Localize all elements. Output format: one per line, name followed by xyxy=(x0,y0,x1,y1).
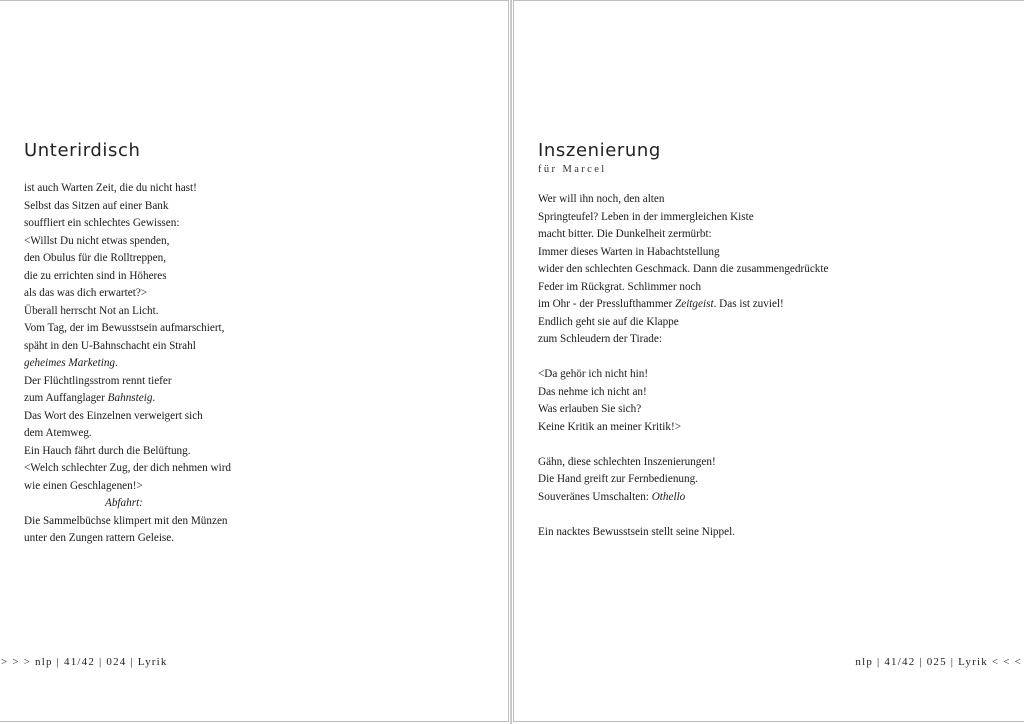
poem-line xyxy=(538,454,828,472)
page-footer: nlp | 41/42 | 025 | Lyrik < < < xyxy=(855,656,1022,668)
poem-line-text: Ein Hauch fährt durch die Belüftung. xyxy=(24,444,191,457)
book-gutter xyxy=(510,0,512,724)
poem-line xyxy=(24,338,231,356)
poem-line xyxy=(538,296,828,314)
poem-line-text: den Obulus für die Rolltreppen, xyxy=(24,252,166,264)
poem-line-text: Feder im Rückgrat. Schlimmer noch xyxy=(538,280,702,293)
poem-line xyxy=(24,478,231,496)
poem-line xyxy=(24,355,231,373)
poem-line xyxy=(538,419,828,437)
poem-line xyxy=(538,506,828,524)
poem-line xyxy=(538,279,828,297)
poem-body xyxy=(538,191,828,541)
poem-line-text: Souveränes Umschalten: xyxy=(538,490,652,503)
poem-line-text: Immer dieses Warten in Habachtstellung xyxy=(538,245,720,258)
poem-line-text: . xyxy=(152,392,156,404)
poem-line-text: Gähn, diese schlechten Inszenierungen! xyxy=(538,455,716,468)
poem-line xyxy=(538,226,828,244)
poem-line xyxy=(24,180,231,198)
poem-line xyxy=(538,366,828,384)
poem-line-text: wider den schlechten Geschmack. Dann die zusammengedrückte xyxy=(538,263,829,275)
poem-line xyxy=(24,373,231,391)
poem-line-text: wie einen Geschlagenen!> xyxy=(24,479,143,492)
left-page xyxy=(0,0,509,722)
poem-line-text: Springteufel? Leben in der immergleichen Kiste xyxy=(538,210,754,223)
poem-line-text: Keine Kritik an meiner Kritik!> xyxy=(538,420,682,433)
poem-line xyxy=(24,530,231,548)
poem-line-text: als das was dich erwartet?> xyxy=(24,287,148,299)
poem-line xyxy=(538,349,828,367)
poem-line-italic: Othello xyxy=(651,490,686,503)
poem-line xyxy=(24,303,231,321)
poem-line xyxy=(538,384,828,402)
poem-line-text: <Welch schlechter Zug, der dich nehmen wird xyxy=(24,462,232,474)
poem-title: Inszenierung xyxy=(538,140,661,161)
poem-line-italic: Zeitgeist xyxy=(675,298,714,310)
poem-line-text: Endlich geht sie auf die Klappe xyxy=(538,315,679,328)
poem-line-text: <Willst Du nicht etwas spenden, xyxy=(24,234,170,247)
poem-line-text: Überall herrscht Not an Licht. xyxy=(24,304,159,317)
poem-line xyxy=(24,408,231,426)
poem-line-text: Das nehme ich nicht an! xyxy=(538,385,647,398)
poem-line-text: ist auch Warten Zeit, die du nicht hast! xyxy=(24,182,197,194)
poem-line-text: Der Flüchtlingsstrom rennt tiefer xyxy=(24,374,172,387)
poem-line-text: dem Atemweg. xyxy=(24,427,92,439)
poem-line xyxy=(24,250,231,268)
poem-line xyxy=(24,460,231,478)
poem-line xyxy=(538,261,828,279)
poem-line-text: Wer will ihn noch, den alten xyxy=(538,193,665,205)
poem-line xyxy=(24,198,231,216)
poem-line-text: zum Schleudern der Tirade: xyxy=(538,333,662,345)
poem-line xyxy=(538,401,828,419)
page-footer: > > > nlp | 41/42 | 024 | Lyrik xyxy=(1,656,168,668)
poem-line-text: späht in den U-Bahnschacht ein Strahl xyxy=(24,339,196,352)
poem-line-text: Selbst das Sitzen auf einer Bank xyxy=(24,199,169,212)
poem-line-text: souffliert ein schlechtes Gewissen: xyxy=(24,217,180,229)
poem-line-text: zum Auffanglager xyxy=(24,392,108,404)
poem-line xyxy=(538,331,828,349)
poem-line-text: Die Hand greift zur Fernbedienung. xyxy=(538,473,698,485)
poem-line-italic: geheimes Marketing xyxy=(24,357,116,369)
poem-line xyxy=(538,314,828,332)
poem-line xyxy=(538,209,828,227)
poem-line xyxy=(24,215,231,233)
poem-line xyxy=(538,489,828,507)
poem-line-text: . xyxy=(115,357,118,369)
poem-line-text: die zu errichten sind in Höheres xyxy=(24,269,167,282)
poem-line xyxy=(24,268,231,286)
poem-line-italic: Abfahrt: xyxy=(105,497,143,509)
poem-line xyxy=(538,471,828,489)
poem-line-text: <Da gehör ich nicht hin! xyxy=(538,368,649,380)
poem-line-text: im Ohr - der Presslufthammer xyxy=(538,298,676,310)
poem-line xyxy=(24,425,231,443)
poem-line xyxy=(538,244,828,262)
poem-line xyxy=(24,390,231,408)
poem-line-text: Ein nacktes Bewusstsein stellt seine Nippel. xyxy=(538,525,735,538)
poem-line xyxy=(538,524,828,542)
poem-line-text: Was erlauben Sie sich? xyxy=(538,403,642,415)
poem-line xyxy=(24,320,231,338)
poem-line-text: Vom Tag, der im Bewusstsein aufmarschiert, xyxy=(24,322,225,334)
poem-line-text: macht bitter. Die Dunkelheit zermürbt: xyxy=(538,228,712,240)
poem-line xyxy=(24,513,231,531)
poem-dedication: für Marcel xyxy=(538,164,607,175)
right-page xyxy=(513,0,1024,722)
poem-title: Unterirdisch xyxy=(24,140,141,161)
poem-line-text: Die Sammelbüchse klimpert mit den Münzen xyxy=(24,514,228,527)
poem-line xyxy=(24,495,231,513)
poem-line xyxy=(24,285,231,303)
poem-line-text: . Das ist zuviel! xyxy=(713,298,784,310)
poem-line-text: unter den Zungen rattern Geleise. xyxy=(24,532,175,544)
poem-line xyxy=(538,191,828,209)
poem-line-italic: Bahnsteig xyxy=(107,392,153,404)
poem-body xyxy=(24,180,231,548)
poem-line xyxy=(24,233,231,251)
poem-line-text: Das Wort des Einzelnen verweigert sich xyxy=(24,409,203,422)
poem-line xyxy=(24,443,231,461)
poem-line xyxy=(538,436,828,454)
